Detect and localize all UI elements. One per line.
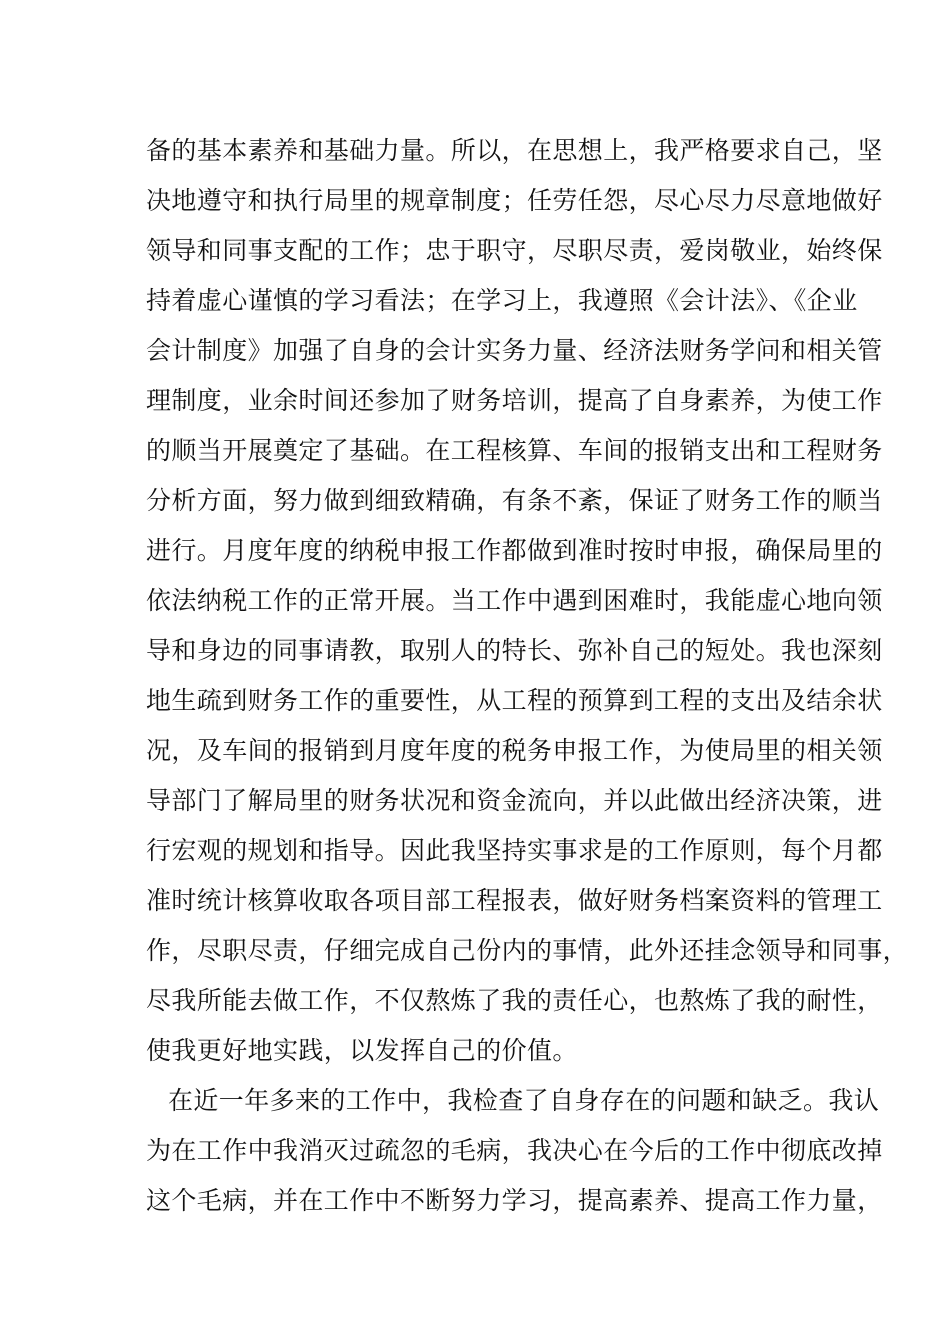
text-line: 况，及车间的报销到月度年度的税务申报工作，为使局里的相关领 <box>146 736 883 765</box>
text-line: 这个毛病，并在工作中不断努力学习，提高素养、提高工作力量， <box>146 1186 883 1215</box>
text-line: 依法纳税工作的正常开展。当工作中遇到困难时，我能虚心地向领 <box>146 586 883 615</box>
text-line: 决地遵守和执行局里的规章制度；任劳任怨，尽心尽力尽意地做好 <box>146 186 883 215</box>
text-line: 会计制度》加强了自身的会计实务力量、经济法财务学问和相关管 <box>146 336 883 365</box>
text-line: 行宏观的规划和指导。因此我坚持实事求是的工作原则，每个月都 <box>146 836 883 865</box>
paragraph-first-line: 在近一年多来的工作中，我检查了自身存在的问题和缺乏。我认 <box>168 1086 880 1115</box>
text-line: 为在工作中我消灭过疏忽的毛病，我决心在今后的工作中彻底改掉 <box>146 1136 883 1165</box>
text-line: 分析方面，努力做到细致精确，有条不紊，保证了财务工作的顺当 <box>146 486 883 515</box>
text-line: 的顺当开展奠定了基础。在工程核算、车间的报销支出和工程财务 <box>146 436 883 465</box>
text-line: 导部门了解局里的财务状况和资金流向，并以此做出经济决策，进 <box>146 786 883 815</box>
text-line: 进行。月度年度的纳税申报工作都做到准时按时申报，确保局里的 <box>146 536 883 565</box>
text-line: 使我更好地实践，以发挥自己的价值。 <box>146 1036 578 1065</box>
text-line: 准时统计核算收取各项目部工程报表，做好财务档案资料的管理工 <box>146 886 883 915</box>
text-line: 导和身边的同事请教，取别人的特长、弥补自己的短处。我也深刻 <box>146 636 883 665</box>
text-line: 备的基本素养和基础力量。所以，在思想上，我严格要求自己，坚 <box>146 136 883 165</box>
text-line: 作，尽职尽责，仔细完成自己份内的事情，此外还挂念领导和同事， <box>146 936 909 965</box>
text-line: 持着虚心谨慎的学习看法；在学习上，我遵照《会计法》、《企业 <box>146 286 858 315</box>
text-line: 尽我所能去做工作，不仅熬炼了我的责任心，也熬炼了我的耐性， <box>146 986 883 1015</box>
text-line: 理制度，业余时间还参加了财务培训，提高了自身素养，为使工作 <box>146 386 883 415</box>
text-line: 领导和同事支配的工作；忠于职守，尽职尽责，爱岗敬业，始终保 <box>146 236 883 265</box>
text-line: 地生疏到财务工作的重要性，从工程的预算到工程的支出及结余状 <box>146 686 883 715</box>
